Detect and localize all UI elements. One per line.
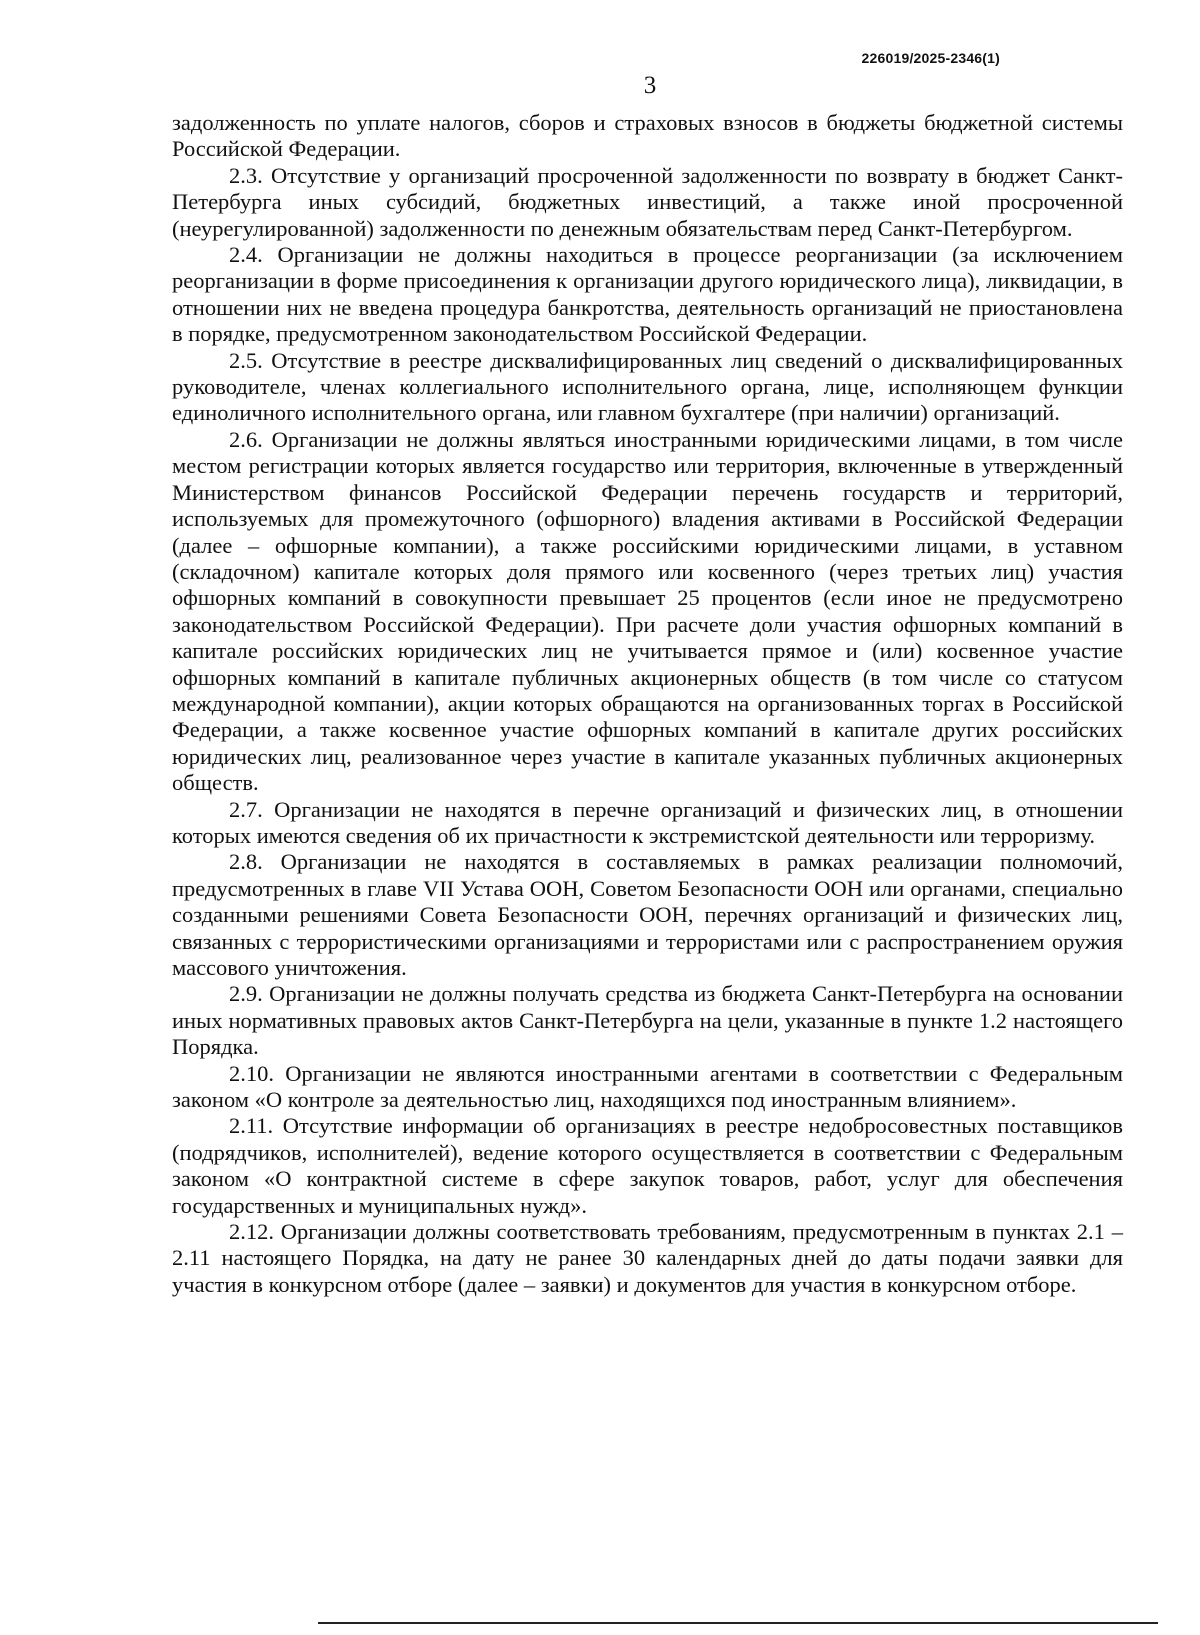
paragraph-2-6: 2.6. Организации не должны являться иностранными юридическими лицами, в том числе местом регистрации которых является государство или территория, включенные в утвержденный Министерством финансов Российской Федерации перечень государств и территорий, используемых для промежуточного (офшорного) владения активами в Российской Федерации (далее – офшорные компании), а также российскими юридическими лицами, в уставном (складочном) капитале которых доля прямого или косвенного (через третьих лиц) участия офшорных компаний в совокупности превышает 25 процентов (если иное не предусмотрено законодательством Российской Федерации). При расчете доли участия офшорных компаний в капитале российских юридических лиц не учитывается прямое и (или) косвенное участие офшорных компаний в капитале публичных акционерных обществ (в том числе со статусом международной компании), акции которых обращаются на организованных торгах в Российской Федерации, а также косвенное участие офшорных компаний в капитале других российских юридических лиц, реализованное через участие в капитале указанных публичных акционерных обществ. xyxy=(172,426,1123,796)
paragraph-2-10: 2.10. Организации не являются иностранными агентами в соответствии с Федеральным законом «О контроле за деятельностью лиц, находящихся под иностранным влиянием». xyxy=(172,1060,1123,1113)
paragraph-2-11: 2.11. Отсутствие информации об организациях в реестре недобросовестных поставщиков (подрядчиков, исполнителей), ведение которого осуществляется в соответствии с Федеральным законом «О контрактной системе в сфере закупок товаров, работ, услуг для обеспечения государственных и муниципальных нужд». xyxy=(172,1113,1123,1218)
paragraph-2-5: 2.5. Отсутствие в реестре дисквалифицированных лиц сведений о дисквалифицированных руководителе, членах коллегиального исполнительного органа, лице, исполняющем функции единоличного исполнительного органа, или главном бухгалтере (при наличии) организаций. xyxy=(172,347,1123,426)
paragraph-2-7: 2.7. Организации не находятся в перечне организаций и физических лиц, в отношении которых имеются сведения об их причастности к экстремистской деятельности или терроризму. xyxy=(172,796,1123,848)
scan-edge-line xyxy=(318,1622,1158,1624)
paragraph-2-4: 2.4. Организации не должны находиться в процессе реорганизации (за исключением реорганизации в форме присоединения к организации другого юридического лица), ликвидации, в отношении них не введена процедура банкротства, деятельность организаций не приостановлена в порядке, предусмотренном законодательством Российской Федерации. xyxy=(172,242,1123,347)
paragraph-continuation: задолженность по уплате налогов, сборов и страховых взносов в бюджеты бюджетной системы Российской Федерации. xyxy=(172,110,1123,162)
paragraph-2-8: 2.8. Организации не находятся в составляемых в рамках реализации полномочий, предусмотренных в главе VII Устава ООН, Советом Безопасности ООН или органами, специально созданными решениями Совета Безопасности ООН, перечнях организаций и физических лиц, связанных с террористическими организациями и террористами или с распространением оружия массового уничтожения. xyxy=(172,849,1123,980)
document-body xyxy=(172,110,1123,1298)
paragraph-2-9: 2.9. Организации не должны получать средства из бюджета Санкт-Петербурга на основании иных нормативных правовых актов Санкт-Петербурга на цели, указанные в пункте 1.2 настоящего Порядка. xyxy=(172,981,1123,1060)
page-number: 3 xyxy=(643,72,657,99)
document-registration-number: 226019/2025-2346(1) xyxy=(861,50,1000,66)
paragraph-2-3: 2.3. Отсутствие у организаций просроченной задолженности по возврату в бюджет Санкт-Петербурга иных субсидий, бюджетных инвестиций, а также иной просроченной (неурегулированной) задолженности по денежным обязательствам перед Санкт-Петербургом. xyxy=(172,162,1123,241)
paragraph-2-12: 2.12. Организации должны соответствовать требованиям, предусмотренным в пунктах 2.1 – 2.11 настоящего Порядка, на дату не ранее 30 календарных дней до даты подачи заявки для участия в конкурсном отборе (далее – заявки) и документов для участия в конкурсном отборе. xyxy=(172,1219,1123,1297)
